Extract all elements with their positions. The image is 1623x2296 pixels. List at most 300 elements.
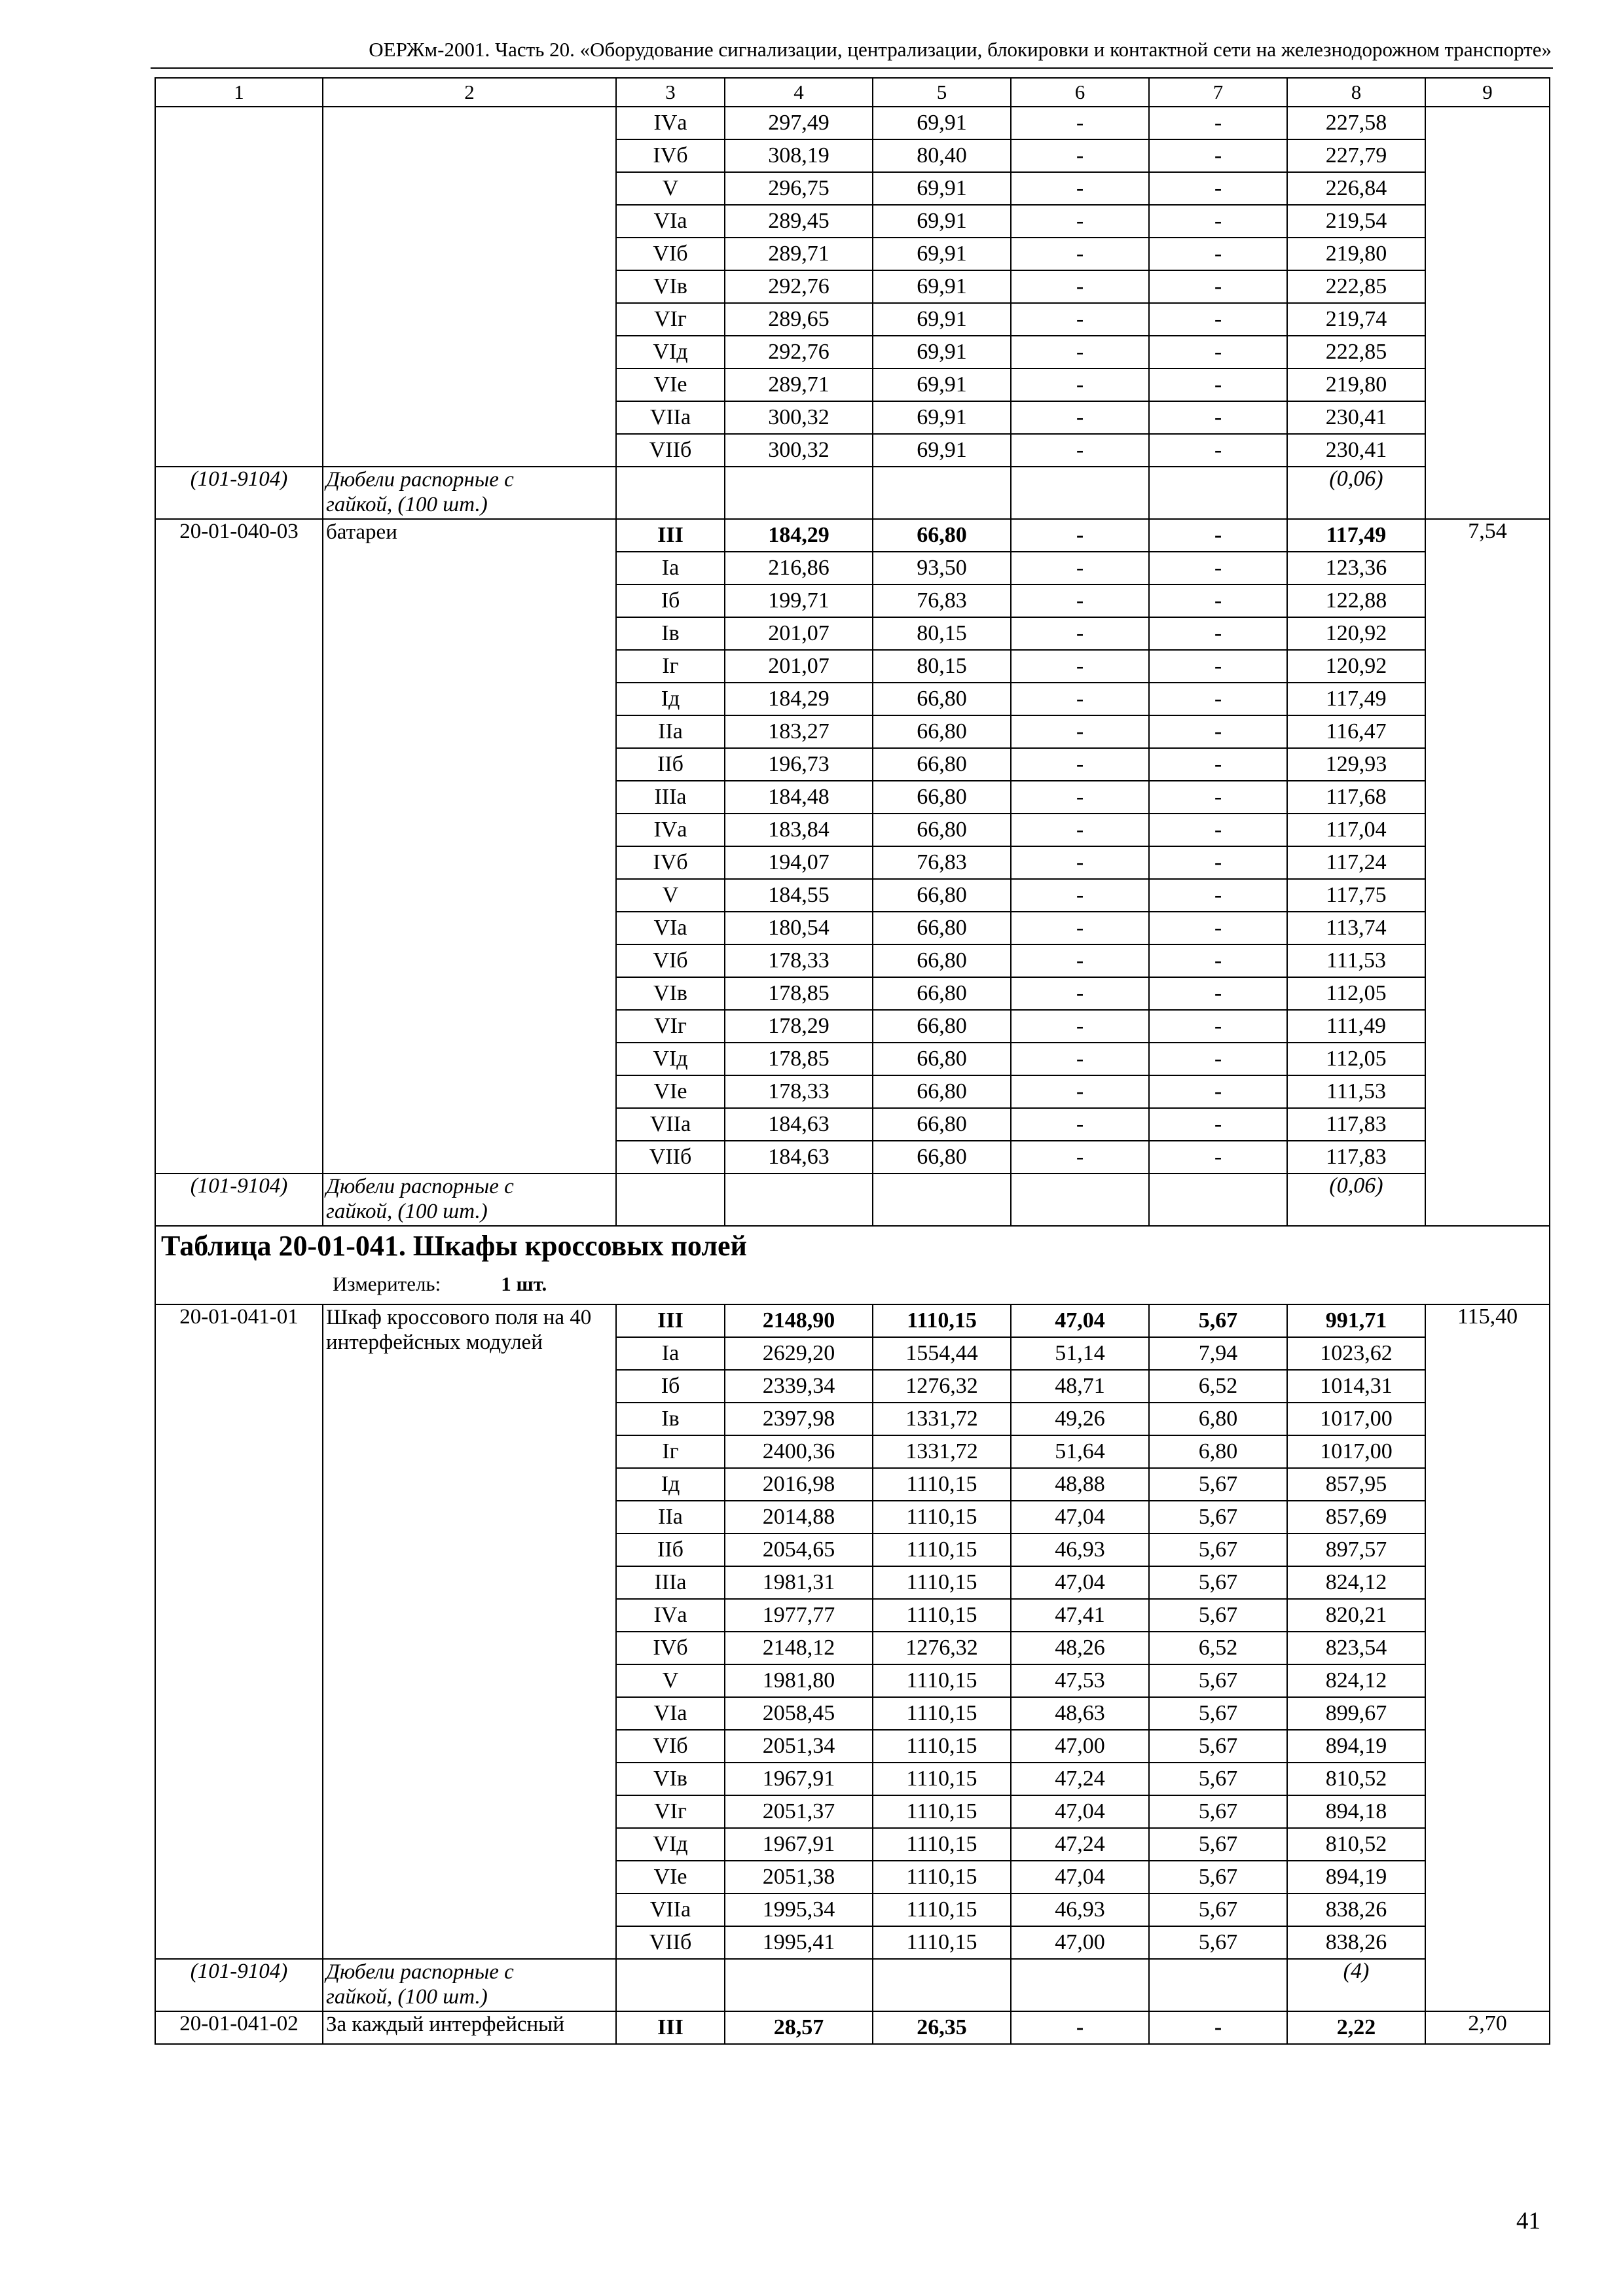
cell-col-3: V [616, 879, 725, 912]
col-header-4: 4 [725, 78, 873, 107]
cell-col-7: - [1149, 336, 1287, 368]
cell-col-4: 184,63 [725, 1141, 873, 1174]
cell-col-7: - [1149, 1043, 1287, 1075]
measure-row [161, 1272, 1544, 1296]
cell-col-6: - [1011, 715, 1149, 748]
cell-col-8: 219,80 [1287, 238, 1425, 270]
cell-col-7: 5,67 [1149, 1795, 1287, 1828]
cell-col-3: III [616, 2011, 725, 2044]
cell-col-5: 66,80 [873, 519, 1011, 552]
resource-value: (0,06) [1329, 1174, 1383, 1198]
empty-cell [725, 1959, 873, 2011]
cell-col-6: - [1011, 238, 1149, 270]
cell-col-5: 1110,15 [873, 1730, 1011, 1763]
cell-col-8: 820,21 [1287, 1599, 1425, 1632]
cell-col-3: VIг [616, 1795, 725, 1828]
cell-col-6: - [1011, 846, 1149, 879]
cell-col-8: 227,79 [1287, 139, 1425, 172]
col-header-6: 6 [1011, 78, 1149, 107]
resource-code-cell [155, 467, 323, 519]
cell-col-5: 69,91 [873, 172, 1011, 205]
cell-col-7: 5,67 [1149, 1304, 1287, 1337]
empty-cell [1149, 467, 1287, 519]
cell-col-3: Iд [616, 1468, 725, 1501]
cell-col-6: - [1011, 139, 1149, 172]
empty-cell [725, 1174, 873, 1226]
empty-cell [616, 1174, 725, 1226]
cell-col-4: 297,49 [725, 107, 873, 139]
cell-col-7: - [1149, 1075, 1287, 1108]
col-header-3: 3 [616, 78, 725, 107]
cell-col-3: VIд [616, 1043, 725, 1075]
section-title-row [155, 1226, 1550, 1304]
resource-name-cell [323, 467, 616, 519]
cell-col-4: 178,29 [725, 1010, 873, 1043]
cell-col-3: V [616, 1664, 725, 1697]
cell-col-7: - [1149, 238, 1287, 270]
resource-name-line2: гайкой, (100 шт.) [326, 1200, 488, 1223]
cell-col-5: 76,83 [873, 846, 1011, 879]
rate-code-cell [155, 519, 323, 1174]
cell-col-3: VIе [616, 368, 725, 401]
cell-col-4: 2148,12 [725, 1632, 873, 1664]
cell-col-5: 76,83 [873, 584, 1011, 617]
cell-col-4: 28,57 [725, 2011, 873, 2044]
cell-col-7: - [1149, 139, 1287, 172]
cell-col-4: 289,71 [725, 368, 873, 401]
cell-col-6: 47,04 [1011, 1566, 1149, 1599]
cell-col-7: - [1149, 401, 1287, 434]
cell-col-6: - [1011, 401, 1149, 434]
cell-col-5: 1110,15 [873, 1304, 1011, 1337]
cell-col-8: 117,49 [1287, 683, 1425, 715]
rate-code: 20-01-041-01 [179, 1305, 299, 1329]
rate-code-cell [155, 107, 323, 467]
mass-cell [1425, 2011, 1550, 2044]
cell-col-8: 838,26 [1287, 1926, 1425, 1959]
cell-col-6: 47,53 [1011, 1664, 1149, 1697]
cell-col-5: 69,91 [873, 368, 1011, 401]
cell-col-3: IIа [616, 1501, 725, 1534]
empty-cell [1011, 467, 1149, 519]
rate-name-cell [323, 2011, 616, 2044]
cell-col-6: - [1011, 814, 1149, 846]
cell-col-5: 69,91 [873, 270, 1011, 303]
cell-col-7: 6,80 [1149, 1435, 1287, 1468]
cell-col-7: 5,67 [1149, 1926, 1287, 1959]
cell-col-8: 129,93 [1287, 748, 1425, 781]
mass-value: 115,40 [1457, 1304, 1518, 1329]
cell-col-6: 46,93 [1011, 1893, 1149, 1926]
cell-col-8: 810,52 [1287, 1828, 1425, 1861]
cell-col-3: VIд [616, 336, 725, 368]
table-row [155, 519, 1550, 552]
cell-col-8: 120,92 [1287, 650, 1425, 683]
cell-col-8: 117,75 [1287, 879, 1425, 912]
cell-col-4: 2051,34 [725, 1730, 873, 1763]
cell-col-5: 69,91 [873, 205, 1011, 238]
cell-col-7: - [1149, 912, 1287, 944]
cell-col-6: - [1011, 977, 1149, 1010]
cell-col-3: Iв [616, 1403, 725, 1435]
cell-col-5: 1110,15 [873, 1861, 1011, 1893]
cell-col-8: 113,74 [1287, 912, 1425, 944]
measure-label: Измеритель: [333, 1272, 441, 1295]
cell-col-7: - [1149, 650, 1287, 683]
cell-col-6: - [1011, 683, 1149, 715]
cell-col-8: 120,92 [1287, 617, 1425, 650]
col-header-2: 2 [323, 78, 616, 107]
resource-name-cell [323, 1174, 616, 1226]
header-rule [151, 67, 1553, 69]
cell-col-4: 180,54 [725, 912, 873, 944]
cell-col-8: 1023,62 [1287, 1337, 1425, 1370]
cell-col-6: - [1011, 748, 1149, 781]
cell-col-6: - [1011, 303, 1149, 336]
rate-name: Шкаф кроссового поля на 40 интерфейсных модулей [326, 1306, 592, 1354]
cell-col-6: - [1011, 205, 1149, 238]
cell-col-7: - [1149, 683, 1287, 715]
cell-col-5: 93,50 [873, 552, 1011, 584]
cell-col-4: 2051,38 [725, 1861, 873, 1893]
cell-col-5: 1110,15 [873, 1795, 1011, 1828]
cell-col-3: Iв [616, 617, 725, 650]
cell-col-6: 51,14 [1011, 1337, 1149, 1370]
cell-col-8: 899,67 [1287, 1697, 1425, 1730]
cell-col-3: VIг [616, 303, 725, 336]
cell-col-5: 69,91 [873, 336, 1011, 368]
cell-col-5: 66,80 [873, 1043, 1011, 1075]
mass-value: 7,54 [1468, 519, 1507, 543]
cell-col-4: 196,73 [725, 748, 873, 781]
cell-col-5: 66,80 [873, 1108, 1011, 1141]
cell-col-3: IVа [616, 1599, 725, 1632]
cell-col-4: 183,84 [725, 814, 873, 846]
cell-col-7: - [1149, 944, 1287, 977]
rate-code-cell [155, 2011, 323, 2044]
cell-col-6: - [1011, 1108, 1149, 1141]
cell-col-5: 1110,15 [873, 1534, 1011, 1566]
measure-value: 1 шт. [501, 1272, 547, 1295]
cell-col-6: - [1011, 1010, 1149, 1043]
cell-col-8: 230,41 [1287, 401, 1425, 434]
cell-col-8: 824,12 [1287, 1664, 1425, 1697]
cell-col-8: 1017,00 [1287, 1435, 1425, 1468]
cell-col-4: 289,65 [725, 303, 873, 336]
empty-cell [1011, 1174, 1149, 1226]
cell-col-7: - [1149, 2011, 1287, 2044]
cell-col-5: 80,15 [873, 650, 1011, 683]
rate-code-cell [155, 1304, 323, 1959]
cell-col-8: 1017,00 [1287, 1403, 1425, 1435]
cell-col-7: - [1149, 303, 1287, 336]
cell-col-3: IIб [616, 748, 725, 781]
cell-col-7: 5,67 [1149, 1861, 1287, 1893]
cell-col-4: 1981,80 [725, 1664, 873, 1697]
col-header-1: 1 [155, 78, 323, 107]
resource-note-row [155, 1959, 1550, 2011]
empty-cell [873, 1959, 1011, 2011]
cell-col-4: 308,19 [725, 139, 873, 172]
cell-col-8: 116,47 [1287, 715, 1425, 748]
cell-col-5: 69,91 [873, 401, 1011, 434]
rate-name: За каждый интерфейсный [326, 2013, 564, 2036]
resource-code: (101-9104) [190, 467, 288, 491]
cell-col-3: VIв [616, 977, 725, 1010]
cell-col-4: 2051,37 [725, 1795, 873, 1828]
cell-col-6: - [1011, 650, 1149, 683]
cell-col-3: VIIб [616, 1141, 725, 1174]
resource-note-row [155, 467, 1550, 519]
cell-col-8: 222,85 [1287, 270, 1425, 303]
cell-col-6: - [1011, 336, 1149, 368]
cell-col-3: Iа [616, 1337, 725, 1370]
cell-col-5: 1110,15 [873, 1828, 1011, 1861]
cell-col-8: 838,26 [1287, 1893, 1425, 1926]
cell-col-5: 1110,15 [873, 1501, 1011, 1534]
cell-col-7: - [1149, 368, 1287, 401]
cell-col-3: IIб [616, 1534, 725, 1566]
cell-col-6: 47,04 [1011, 1304, 1149, 1337]
cell-col-6: - [1011, 1141, 1149, 1174]
cell-col-5: 66,80 [873, 879, 1011, 912]
cell-col-4: 1981,31 [725, 1566, 873, 1599]
cell-col-5: 1276,32 [873, 1370, 1011, 1403]
cell-col-4: 184,29 [725, 683, 873, 715]
cell-col-7: 5,67 [1149, 1664, 1287, 1697]
cell-col-5: 1331,72 [873, 1403, 1011, 1435]
cell-col-5: 1110,15 [873, 1893, 1011, 1926]
cell-col-4: 289,71 [725, 238, 873, 270]
cell-col-5: 1110,15 [873, 1566, 1011, 1599]
section-title: Таблица 20-01-041. Шкафы кроссовых полей [161, 1230, 747, 1262]
cell-col-5: 69,91 [873, 238, 1011, 270]
resource-name-line1: Дюбели распорные с [326, 1175, 514, 1198]
resource-code: (101-9104) [190, 1960, 288, 1983]
cell-col-3: V [616, 172, 725, 205]
cell-col-6: - [1011, 270, 1149, 303]
cell-col-6: 47,24 [1011, 1828, 1149, 1861]
cell-col-5: 66,80 [873, 683, 1011, 715]
cell-col-7: - [1149, 205, 1287, 238]
cell-col-7: 5,67 [1149, 1566, 1287, 1599]
cell-col-4: 2054,65 [725, 1534, 873, 1566]
cell-col-6: - [1011, 2011, 1149, 2044]
cell-col-8: 117,83 [1287, 1141, 1425, 1174]
resource-code: (101-9104) [190, 1174, 288, 1198]
cell-col-4: 194,07 [725, 846, 873, 879]
rate-name: батареи [326, 520, 397, 544]
cell-col-7: 5,67 [1149, 1697, 1287, 1730]
cell-col-8: 824,12 [1287, 1566, 1425, 1599]
table-row [155, 1304, 1550, 1337]
cell-col-8: 823,54 [1287, 1632, 1425, 1664]
resource-code-cell [155, 1959, 323, 2011]
cell-col-3: III [616, 519, 725, 552]
cell-col-3: VIб [616, 944, 725, 977]
cell-col-6: - [1011, 912, 1149, 944]
mass-cell [1425, 1304, 1550, 2011]
cell-col-3: VIIа [616, 1108, 725, 1141]
cell-col-3: IVа [616, 107, 725, 139]
cell-col-3: III [616, 1304, 725, 1337]
cell-col-4: 2014,88 [725, 1501, 873, 1534]
cell-col-7: - [1149, 1108, 1287, 1141]
cell-col-6: 47,00 [1011, 1730, 1149, 1763]
cell-col-4: 2629,20 [725, 1337, 873, 1370]
empty-cell [873, 1174, 1011, 1226]
cell-col-8: 222,85 [1287, 336, 1425, 368]
empty-cell [616, 1959, 725, 2011]
cell-col-6: 48,88 [1011, 1468, 1149, 1501]
cell-col-6: - [1011, 519, 1149, 552]
cell-col-8: 219,74 [1287, 303, 1425, 336]
resource-name-line2: гайкой, (100 шт.) [326, 493, 488, 516]
cell-col-4: 1995,34 [725, 1893, 873, 1926]
cell-col-3: Iб [616, 584, 725, 617]
cell-col-7: - [1149, 977, 1287, 1010]
cell-col-5: 66,80 [873, 912, 1011, 944]
cell-col-4: 178,85 [725, 977, 873, 1010]
cell-col-5: 66,80 [873, 1010, 1011, 1043]
cell-col-3: Iа [616, 552, 725, 584]
cell-col-6: - [1011, 368, 1149, 401]
cell-col-4: 2016,98 [725, 1468, 873, 1501]
cell-col-8: 810,52 [1287, 1763, 1425, 1795]
column-number-row [155, 78, 1550, 107]
cell-col-5: 66,80 [873, 748, 1011, 781]
cell-col-6: 47,04 [1011, 1795, 1149, 1828]
cell-col-4: 2397,98 [725, 1403, 873, 1435]
cell-col-4: 1995,41 [725, 1926, 873, 1959]
cell-col-7: - [1149, 434, 1287, 467]
cell-col-5: 69,91 [873, 434, 1011, 467]
table-body [155, 78, 1550, 2044]
cell-col-7: - [1149, 748, 1287, 781]
cell-col-7: 6,52 [1149, 1370, 1287, 1403]
cell-col-8: 894,18 [1287, 1795, 1425, 1828]
cell-col-8: 219,80 [1287, 368, 1425, 401]
cell-col-7: - [1149, 1141, 1287, 1174]
cell-col-5: 1110,15 [873, 1926, 1011, 1959]
cell-col-7: - [1149, 172, 1287, 205]
col-header-5: 5 [873, 78, 1011, 107]
cell-col-6: 46,93 [1011, 1534, 1149, 1566]
cell-col-4: 292,76 [725, 336, 873, 368]
cell-col-5: 69,91 [873, 107, 1011, 139]
cell-col-7: 5,67 [1149, 1730, 1287, 1763]
cell-col-8: 112,05 [1287, 977, 1425, 1010]
cell-col-4: 201,07 [725, 617, 873, 650]
cell-col-7: 5,67 [1149, 1534, 1287, 1566]
cell-col-8: 230,41 [1287, 434, 1425, 467]
running-header: ОЕРЖм-2001. Часть 20. «Оборудование сигнализации, централизации, блокировки и контактной сети на железнодорожном транспорте» [369, 38, 1552, 61]
cell-col-4: 300,32 [725, 434, 873, 467]
cell-col-4: 178,85 [725, 1043, 873, 1075]
rate-name-cell [323, 519, 616, 1174]
cell-col-3: IVа [616, 814, 725, 846]
cell-col-6: 47,00 [1011, 1926, 1149, 1959]
cell-col-4: 184,63 [725, 1108, 873, 1141]
cell-col-7: 5,67 [1149, 1599, 1287, 1632]
empty-cell [873, 467, 1011, 519]
cell-col-3: Iг [616, 650, 725, 683]
cell-col-3: VIIа [616, 1893, 725, 1926]
cell-col-5: 80,15 [873, 617, 1011, 650]
cell-col-5: 1554,44 [873, 1337, 1011, 1370]
cell-col-8: 857,69 [1287, 1501, 1425, 1534]
cell-col-8: 227,58 [1287, 107, 1425, 139]
cell-col-6: - [1011, 1043, 1149, 1075]
cell-col-7: 5,67 [1149, 1763, 1287, 1795]
col-header-7: 7 [1149, 78, 1287, 107]
cell-col-5: 1276,32 [873, 1632, 1011, 1664]
cell-col-3: VIIб [616, 1926, 725, 1959]
cell-col-7: - [1149, 552, 1287, 584]
cell-col-3: Iг [616, 1435, 725, 1468]
cell-col-5: 66,80 [873, 977, 1011, 1010]
cell-col-6: - [1011, 434, 1149, 467]
cell-col-5: 1110,15 [873, 1763, 1011, 1795]
cell-col-4: 300,32 [725, 401, 873, 434]
cell-col-7: - [1149, 584, 1287, 617]
cell-col-7: - [1149, 715, 1287, 748]
cell-col-8: 857,95 [1287, 1468, 1425, 1501]
cell-col-8: 894,19 [1287, 1861, 1425, 1893]
cell-col-7: - [1149, 617, 1287, 650]
cell-col-3: VIе [616, 1861, 725, 1893]
resource-value-cell [1287, 1959, 1425, 2011]
cell-col-6: 48,26 [1011, 1632, 1149, 1664]
cell-col-6: - [1011, 584, 1149, 617]
cell-col-6: - [1011, 1075, 1149, 1108]
rate-name-cell [323, 1304, 616, 1959]
table-row [155, 107, 1550, 139]
cell-col-7: 6,52 [1149, 1632, 1287, 1664]
cell-col-3: VIв [616, 1763, 725, 1795]
cell-col-4: 1967,91 [725, 1828, 873, 1861]
resource-value-cell [1287, 467, 1425, 519]
cell-col-4: 2400,36 [725, 1435, 873, 1468]
cell-col-8: 112,05 [1287, 1043, 1425, 1075]
cell-col-6: - [1011, 552, 1149, 584]
cell-col-3: IVб [616, 1632, 725, 1664]
page-number: 41 [1516, 2208, 1541, 2234]
cell-col-5: 26,35 [873, 2011, 1011, 2044]
cell-col-5: 1110,15 [873, 1599, 1011, 1632]
cell-col-3: IIа [616, 715, 725, 748]
cell-col-6: 48,63 [1011, 1697, 1149, 1730]
cell-col-5: 66,80 [873, 944, 1011, 977]
cell-col-5: 66,80 [873, 1075, 1011, 1108]
section-title-cell [155, 1226, 1550, 1304]
cell-col-3: IVб [616, 139, 725, 172]
cell-col-7: - [1149, 781, 1287, 814]
empty-cell [1011, 1959, 1149, 2011]
cell-col-8: 991,71 [1287, 1304, 1425, 1337]
resource-code-cell [155, 1174, 323, 1226]
cell-col-4: 1967,91 [725, 1763, 873, 1795]
cell-col-6: - [1011, 781, 1149, 814]
empty-cell [1149, 1174, 1287, 1226]
cell-col-6: - [1011, 172, 1149, 205]
cell-col-3: VIб [616, 238, 725, 270]
cell-col-4: 184,48 [725, 781, 873, 814]
cell-col-4: 183,27 [725, 715, 873, 748]
cell-col-6: - [1011, 944, 1149, 977]
cell-col-4: 216,86 [725, 552, 873, 584]
cell-col-7: - [1149, 270, 1287, 303]
